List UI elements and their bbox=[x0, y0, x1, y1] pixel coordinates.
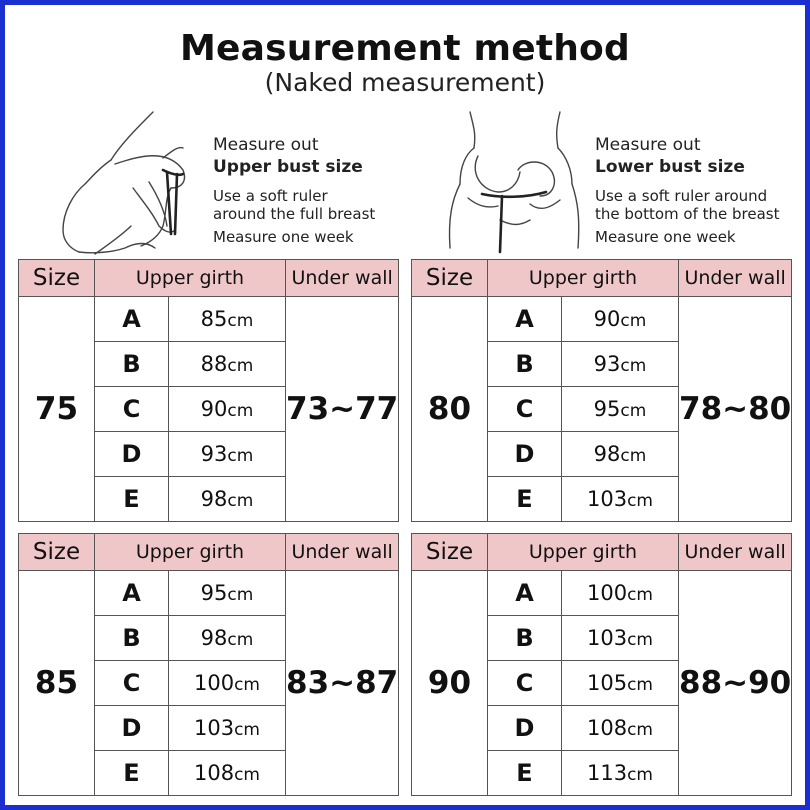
under-wall-range: 78~80 bbox=[679, 297, 792, 522]
girth-number: 98 bbox=[200, 626, 228, 650]
girth-unit: cm bbox=[227, 446, 254, 466]
header-size: Size bbox=[412, 534, 488, 571]
girth-unit: cm bbox=[227, 585, 254, 605]
band-size: 80 bbox=[412, 297, 488, 522]
header-under-wall: Under wall bbox=[286, 260, 399, 297]
size-table-2 bbox=[18, 533, 399, 796]
page-title: Measurement method bbox=[180, 28, 630, 69]
girth-number: 98 bbox=[593, 442, 621, 466]
girth-number: 98 bbox=[200, 487, 228, 511]
upper-girth-value bbox=[562, 477, 679, 522]
table-row bbox=[19, 571, 399, 616]
girth-number: 93 bbox=[593, 352, 621, 376]
table-row bbox=[19, 297, 399, 342]
cup-letter: A bbox=[95, 297, 169, 342]
girth-unit: cm bbox=[627, 491, 653, 511]
girth-number: 108 bbox=[193, 761, 235, 785]
header-upper-girth: Upper girth bbox=[95, 534, 286, 571]
upper-girth-value bbox=[562, 661, 679, 706]
cup-letter: C bbox=[95, 387, 169, 432]
instr-line1: Measure out bbox=[595, 135, 701, 155]
header-size: Size bbox=[412, 260, 488, 297]
upper-girth-value bbox=[169, 387, 286, 432]
girth-unit: cm bbox=[227, 401, 254, 421]
upper-girth-value bbox=[169, 297, 286, 342]
girth-unit: cm bbox=[227, 356, 254, 376]
under-wall-range: 83~87 bbox=[286, 571, 399, 796]
girth-number: 100 bbox=[193, 671, 235, 695]
upper-girth-value bbox=[169, 661, 286, 706]
lower-bust-illustration bbox=[440, 108, 590, 258]
girth-number: 90 bbox=[593, 307, 621, 331]
girth-unit: cm bbox=[627, 765, 653, 785]
instr-desc1: Use a soft ruler bbox=[213, 187, 328, 205]
girth-number: 108 bbox=[586, 716, 628, 740]
upper-bust-instructions bbox=[213, 134, 403, 246]
header-size: Size bbox=[19, 534, 95, 571]
header-under-wall: Under wall bbox=[679, 534, 792, 571]
header-under-wall: Under wall bbox=[679, 260, 792, 297]
size-table-3 bbox=[411, 533, 792, 796]
cup-letter: B bbox=[95, 342, 169, 387]
cup-letter: C bbox=[95, 661, 169, 706]
upper-girth-value bbox=[562, 751, 679, 796]
header-upper-girth: Upper girth bbox=[95, 260, 286, 297]
girth-unit: cm bbox=[234, 765, 260, 785]
cup-letter: E bbox=[488, 477, 562, 522]
cup-letter: B bbox=[488, 342, 562, 387]
upper-girth-value bbox=[562, 571, 679, 616]
cup-letter: B bbox=[95, 616, 169, 661]
upper-girth-value bbox=[169, 751, 286, 796]
size-table-0 bbox=[18, 259, 399, 522]
cup-letter: C bbox=[488, 661, 562, 706]
upper-girth-value bbox=[562, 297, 679, 342]
upper-girth-value bbox=[169, 706, 286, 751]
girth-number: 103 bbox=[586, 626, 628, 650]
cup-letter: C bbox=[488, 387, 562, 432]
instr-note: Measure one week bbox=[595, 228, 736, 246]
upper-girth-value bbox=[562, 387, 679, 432]
upper-girth-value bbox=[169, 342, 286, 387]
girth-number: 100 bbox=[586, 581, 628, 605]
under-wall-range: 73~77 bbox=[286, 297, 399, 522]
cup-letter: D bbox=[488, 706, 562, 751]
girth-number: 93 bbox=[200, 442, 228, 466]
header-under-wall: Under wall bbox=[286, 534, 399, 571]
upper-girth-value bbox=[562, 342, 679, 387]
band-size: 85 bbox=[19, 571, 95, 796]
cup-letter: D bbox=[95, 706, 169, 751]
girth-unit: cm bbox=[627, 585, 653, 605]
upper-girth-value bbox=[169, 571, 286, 616]
instr-note: Measure one week bbox=[213, 228, 354, 246]
cup-letter: E bbox=[95, 477, 169, 522]
instr-desc2: the bottom of the breast bbox=[595, 205, 780, 223]
cup-letter: D bbox=[488, 432, 562, 477]
band-size: 90 bbox=[412, 571, 488, 796]
table-row bbox=[412, 571, 792, 616]
page-subtitle: (Naked measurement) bbox=[264, 68, 546, 97]
instr-line1: Measure out bbox=[213, 135, 319, 155]
girth-unit: cm bbox=[227, 311, 254, 331]
table-row bbox=[412, 297, 792, 342]
upper-girth-value bbox=[169, 477, 286, 522]
girth-unit: cm bbox=[620, 401, 647, 421]
girth-number: 95 bbox=[593, 397, 621, 421]
cup-letter: A bbox=[488, 571, 562, 616]
girth-unit: cm bbox=[620, 311, 647, 331]
girth-number: 85 bbox=[200, 307, 228, 331]
cup-letter: E bbox=[488, 751, 562, 796]
girth-number: 95 bbox=[200, 581, 228, 605]
girth-number: 90 bbox=[200, 397, 228, 421]
instr-line2: Lower bust size bbox=[595, 157, 745, 177]
instr-line2: Upper bust size bbox=[213, 157, 363, 177]
cup-letter: A bbox=[95, 571, 169, 616]
cup-letter: B bbox=[488, 616, 562, 661]
instr-desc1: Use a soft ruler around bbox=[595, 187, 768, 205]
size-table-1 bbox=[411, 259, 792, 522]
girth-number: 103 bbox=[193, 716, 235, 740]
under-wall-range: 88~90 bbox=[679, 571, 792, 796]
girth-number: 105 bbox=[586, 671, 628, 695]
upper-bust-illustration bbox=[55, 108, 210, 258]
header-size: Size bbox=[19, 260, 95, 297]
header-upper-girth: Upper girth bbox=[488, 534, 679, 571]
band-size: 75 bbox=[19, 297, 95, 522]
girth-unit: cm bbox=[627, 720, 653, 740]
girth-unit: cm bbox=[227, 630, 254, 650]
girth-unit: cm bbox=[234, 720, 260, 740]
upper-girth-value bbox=[562, 706, 679, 751]
girth-unit: cm bbox=[627, 630, 653, 650]
cup-letter: D bbox=[95, 432, 169, 477]
girth-unit: cm bbox=[227, 491, 254, 511]
cup-letter: A bbox=[488, 297, 562, 342]
header-upper-girth: Upper girth bbox=[488, 260, 679, 297]
cup-letter: E bbox=[95, 751, 169, 796]
upper-girth-value bbox=[562, 432, 679, 477]
lower-bust-instructions bbox=[595, 134, 795, 246]
upper-girth-value bbox=[562, 616, 679, 661]
girth-unit: cm bbox=[627, 675, 653, 695]
upper-girth-value bbox=[169, 432, 286, 477]
girth-unit: cm bbox=[234, 675, 260, 695]
girth-number: 103 bbox=[586, 487, 628, 511]
girth-number: 113 bbox=[586, 761, 628, 785]
girth-unit: cm bbox=[620, 446, 647, 466]
instr-desc2: around the full breast bbox=[213, 205, 376, 223]
girth-number: 88 bbox=[200, 352, 228, 376]
upper-girth-value bbox=[169, 616, 286, 661]
girth-unit: cm bbox=[620, 356, 647, 376]
